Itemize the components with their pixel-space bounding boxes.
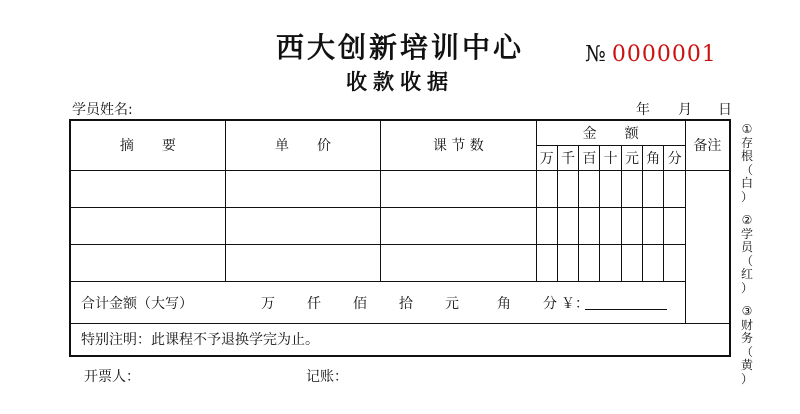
amount-unit-yuan: 元: [621, 145, 642, 170]
total-unit-shi: 拾: [399, 296, 413, 312]
receipt-title: 西大创新培训中心: [275, 31, 524, 64]
copy-note-stub: ① 存 根 （ 白 ）: [740, 122, 753, 204]
unit-price-cell[interactable]: [225, 170, 380, 207]
table-row: [70, 170, 730, 207]
col-amount-header: 金 额: [536, 120, 685, 145]
receipt-subtitle: 收款收据: [346, 69, 454, 94]
amount-unit-wan: 万: [536, 145, 557, 170]
special-note: 特别注明：此课程不予退换学完为止。: [70, 323, 730, 356]
serial-number-block: [585, 42, 717, 67]
serial-number: 0000001: [611, 42, 717, 67]
total-unit-bai: 佰: [353, 296, 367, 312]
col-lessons-header: 课 节 数: [381, 120, 536, 170]
amount-unit-qian: 千: [557, 145, 578, 170]
table-row: [70, 244, 730, 281]
amount-digit-cell[interactable]: [621, 207, 642, 244]
amount-unit-shi: 十: [600, 145, 621, 170]
student-name-label: 学员姓名:: [72, 102, 133, 118]
lessons-cell[interactable]: [381, 207, 536, 244]
summary-cell[interactable]: [70, 244, 225, 281]
amount-digit-cell[interactable]: [579, 244, 600, 281]
total-unit-jiao: 角: [497, 296, 511, 312]
amount-digit-cell[interactable]: [536, 244, 557, 281]
day-label: 日: [718, 102, 732, 118]
receipt-table: [69, 119, 731, 357]
amount-digit-cell[interactable]: [643, 244, 664, 281]
bookkeeper-label: 记账：: [306, 369, 348, 385]
amount-digit-cell[interactable]: [621, 244, 642, 281]
amount-digit-cell[interactable]: [600, 170, 621, 207]
amount-digit-cell[interactable]: [557, 244, 578, 281]
month-label: 月: [678, 102, 692, 118]
amount-digit-cell[interactable]: [536, 207, 557, 244]
amount-digit-cell[interactable]: [600, 244, 621, 281]
total-amount-label: 合计金额（大写）: [81, 296, 193, 312]
amount-digit-cell[interactable]: [664, 207, 685, 244]
col-unit-price-header: 单 价: [225, 120, 380, 170]
total-unit-fen: 分: [543, 296, 557, 312]
unit-price-cell[interactable]: [225, 244, 380, 281]
amount-digit-cell[interactable]: [643, 170, 664, 207]
lessons-cell[interactable]: [381, 170, 536, 207]
amount-digit-cell[interactable]: [579, 207, 600, 244]
amount-digit-cell[interactable]: [664, 244, 685, 281]
issuer-label: 开票人：: [84, 369, 140, 385]
table-row: [70, 207, 730, 244]
amount-digit-cell[interactable]: [557, 207, 578, 244]
total-unit-wan: 万: [261, 296, 275, 312]
col-remarks-header: 备注: [685, 120, 730, 170]
amount-digit-cell[interactable]: [579, 170, 600, 207]
amount-digit-cell[interactable]: [643, 207, 664, 244]
serial-prefix: №: [585, 42, 606, 67]
copy-distribution-notes: [738, 123, 756, 396]
unit-price-cell[interactable]: [225, 207, 380, 244]
amount-unit-jiao: 角: [643, 145, 664, 170]
copy-note-student: ② 学 员 （ 红 ）: [740, 213, 753, 295]
amount-digit-cell[interactable]: [536, 170, 557, 207]
amount-digit-cell[interactable]: [621, 170, 642, 207]
summary-cell[interactable]: [70, 207, 225, 244]
summary-cell[interactable]: [70, 170, 225, 207]
total-unit-qian: 仟: [307, 296, 321, 312]
year-label: 年: [636, 102, 650, 118]
amount-unit-fen: 分: [664, 145, 685, 170]
total-unit-yuan: 元: [445, 296, 459, 312]
total-amount-row: [70, 281, 685, 323]
amount-digit-cell[interactable]: [664, 170, 685, 207]
col-summary-header: 摘 要: [70, 120, 225, 170]
lessons-cell[interactable]: [381, 244, 536, 281]
total-amount-blank[interactable]: [585, 309, 667, 310]
amount-unit-bai: 百: [579, 145, 600, 170]
amount-digit-cell[interactable]: [557, 170, 578, 207]
copy-note-finance: ③ 财 务 （ 黄 ）: [740, 304, 753, 386]
amount-digit-cell[interactable]: [600, 207, 621, 244]
remarks-cell[interactable]: [685, 170, 730, 323]
yen-label: ￥：: [561, 296, 589, 312]
